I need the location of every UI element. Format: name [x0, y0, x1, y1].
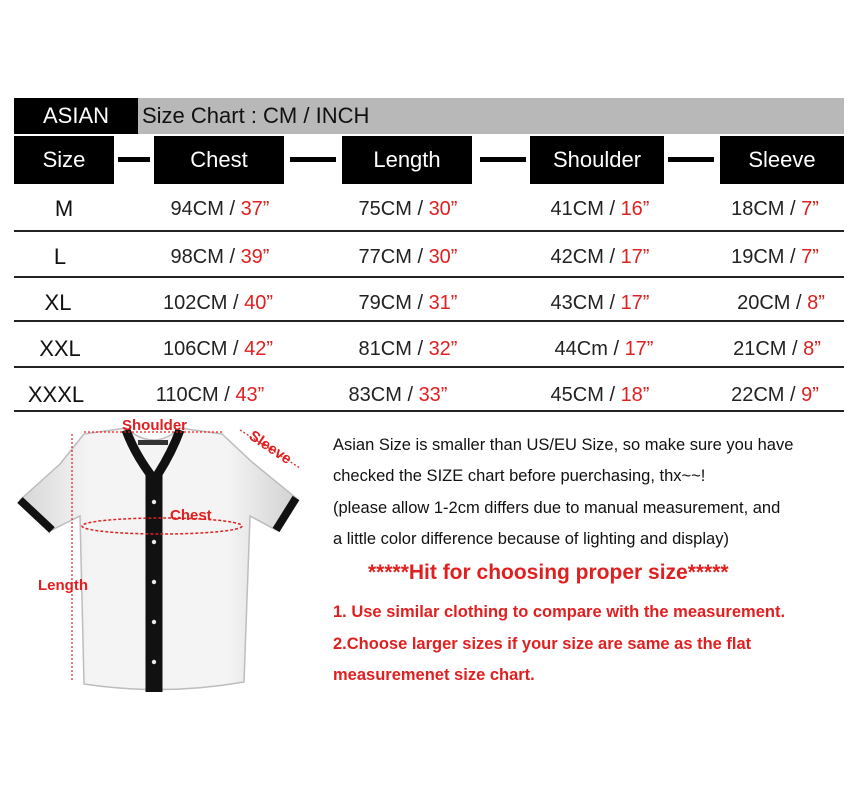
size-cell: M: [54, 196, 74, 221]
sleeve-cell: 22CM / 9”: [731, 384, 819, 406]
length-cell: 83CM / 33”: [348, 384, 448, 406]
size-cell: L: [53, 244, 67, 269]
sleeve-cell: 18CM / 7”: [731, 198, 819, 220]
note-line: (please allow 1-2cm differs due to manual measurement, and: [333, 499, 781, 517]
length-label: Length: [38, 577, 88, 594]
size-cell: XL: [44, 290, 72, 315]
column-header-size: Size: [14, 136, 114, 184]
header-dash: [118, 157, 150, 162]
length-cell: 81CM / 32”: [358, 338, 458, 360]
sleeve-label: Sleeve: [245, 427, 295, 468]
sleeve-cell: 21CM / 8”: [733, 338, 821, 360]
tip-line: 1. Use similar clothing to compare with the measurement.: [333, 603, 786, 621]
chest-cell: 110CM / 43”: [155, 384, 265, 406]
shoulder-cell: 41CM / 16”: [550, 198, 650, 220]
sleeve-cell: 19CM / 7”: [731, 246, 819, 268]
length-cell: 77CM / 30”: [358, 246, 458, 268]
shirt-diagram: [14, 412, 314, 712]
note-line: a little color difference because of lighting and display): [333, 530, 729, 548]
region-label: ASIAN: [14, 98, 138, 134]
chest-cell: 102CM / 40”: [162, 292, 274, 314]
length-cell: 75CM / 30”: [358, 198, 458, 220]
row-divider: [14, 366, 844, 368]
shoulder-cell: 44Cm / 17”: [554, 338, 654, 360]
header-dash: [290, 157, 336, 162]
collar-tag: [138, 440, 168, 445]
chart-title: Size Chart : CM / INCH: [142, 103, 370, 128]
length-cell: 79CM / 31”: [358, 292, 458, 314]
size-cell: XXL: [39, 336, 81, 361]
chest-cell: 106CM / 42”: [162, 338, 274, 360]
chest-cell: 98CM / 39”: [170, 246, 270, 268]
column-header-sleeve: Sleeve: [720, 136, 844, 184]
row-divider: [14, 230, 844, 232]
hit-heading: *****Hit for choosing proper size*****: [368, 561, 729, 584]
chest-label: Chest: [170, 507, 212, 524]
shoulder-cell: 42CM / 17”: [550, 246, 650, 268]
tip-line: measuremenet size chart.: [333, 666, 535, 684]
header-dash: [668, 157, 714, 162]
chest-cell: 94CM / 37”: [170, 198, 270, 220]
tip-line: 2.Choose larger sizes if your size are same as the flat: [333, 635, 752, 653]
size-cell: XXXL: [27, 382, 85, 407]
row-divider: [14, 276, 844, 278]
row-divider: [14, 320, 844, 322]
note-line: Asian Size is smaller than US/EU Size, so make sure you have: [333, 436, 794, 454]
note-line: checked the SIZE chart before puerchasing, thx~~!: [333, 467, 706, 485]
shoulder-cell: 43CM / 17”: [550, 292, 650, 314]
column-header-shoulder: Shoulder: [530, 136, 664, 184]
title-bar: [14, 98, 844, 134]
sleeve-cell: 20CM / 8”: [737, 292, 825, 314]
column-header-length: Length: [342, 136, 472, 184]
header-dash: [480, 157, 526, 162]
shoulder-cell: 45CM / 18”: [550, 384, 650, 406]
column-header-chest: Chest: [154, 136, 284, 184]
shoulder-label: Shoulder: [122, 417, 188, 434]
